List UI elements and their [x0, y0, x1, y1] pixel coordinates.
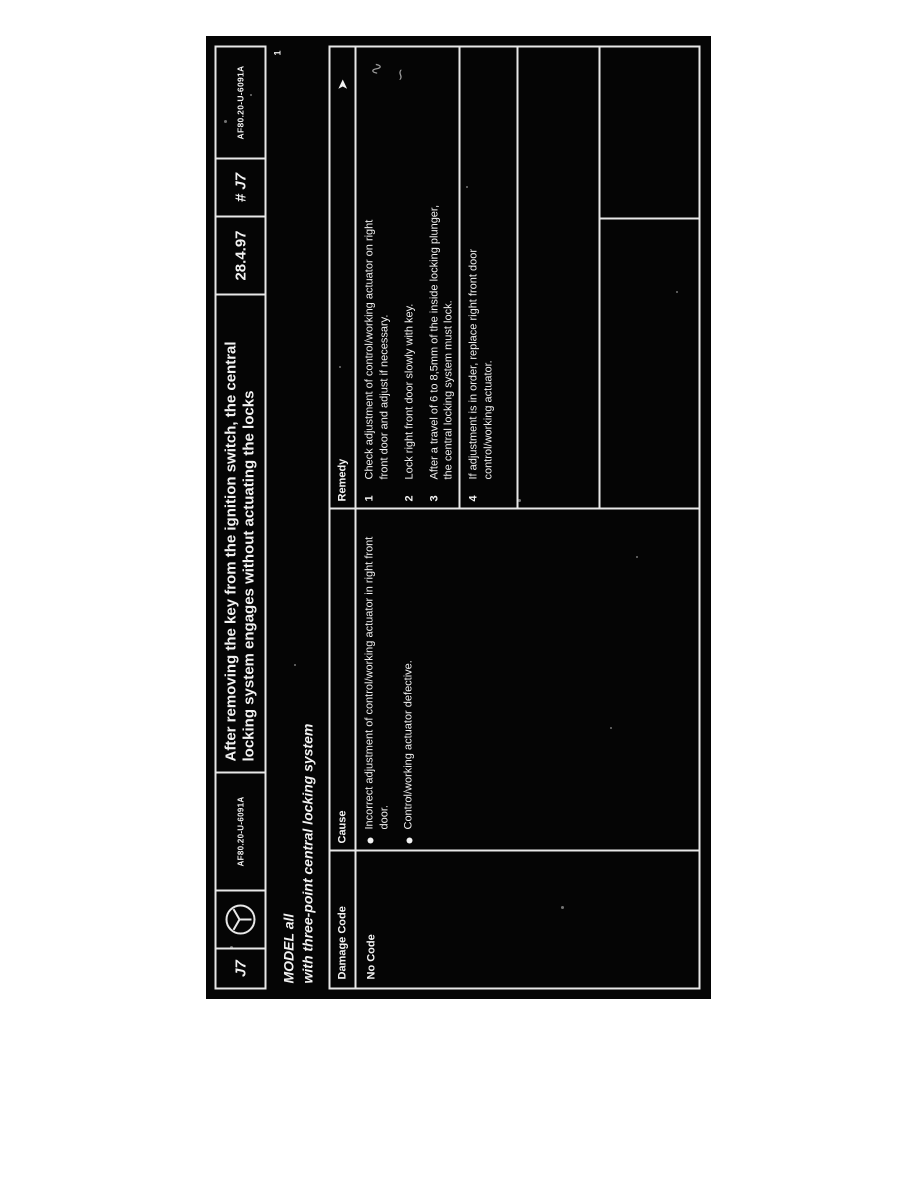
remedy-text: Check adjustment of control/working actuator on right front door and adjust if necessary. [363, 219, 390, 479]
remedy-text: Lock right front door slowly with key. [402, 303, 415, 479]
header-title: After removing the key from the ignition switch, the central locking system engages without actuating the locks [216, 293, 264, 771]
mercedes-star-icon [216, 889, 264, 947]
remedy-item [362, 201, 392, 501]
remedy-number: 3 [427, 494, 440, 501]
pointer-arrow-icon: ➤ [335, 78, 349, 89]
cell-cause [362, 523, 425, 843]
column-header-remedy: Remedy [336, 458, 348, 501]
remedy-text: After a travel of 6 to 8,5mm of the inside locking plunger, the central locking system must lock. [427, 204, 455, 479]
remedy-item [466, 201, 496, 501]
remedy-item [402, 201, 417, 501]
header-row-separator [354, 47, 356, 987]
scanned-page [206, 36, 711, 999]
column-separator [330, 507, 698, 509]
scan-artifact: ∽ [392, 67, 409, 81]
document-header [214, 45, 266, 989]
remedy-step-separator [598, 47, 600, 509]
remedy-text: If adjustment is in order, replace right front door control/working actuator. [467, 248, 495, 479]
cause-item: Incorrect adjustment of control/working actuator in right front door. [362, 523, 392, 843]
remedy-step-separator [516, 47, 518, 509]
remedy-number: 2 [402, 494, 415, 501]
column-header-cause: Cause [336, 809, 348, 843]
column-header-damage-code: Damage Code [336, 905, 348, 979]
model-line-2: with three-point central locking system [299, 723, 315, 983]
header-document-number-left: AF80.20-U-6091A [216, 771, 264, 889]
cell-damage-code: No Code [365, 933, 377, 979]
cell-remedy [362, 201, 506, 501]
remedy-item [427, 201, 457, 501]
remedy-inner-separator [598, 217, 698, 219]
rotated-document-content [206, 36, 711, 999]
header-page-ref: # J7 [216, 157, 264, 215]
model-line-1: MODEL all [280, 913, 296, 983]
page-number: 1 [272, 50, 282, 56]
fault-table [328, 45, 700, 989]
cause-item: Control/working actuator defective. [401, 523, 416, 843]
header-document-number-right: AF80.20-U-6091A [235, 65, 245, 139]
model-block [280, 723, 315, 983]
column-separator [330, 849, 698, 851]
header-date: 28.4.97 [216, 215, 264, 293]
scan-artifact: ∿ [368, 61, 385, 75]
remedy-number: 4 [467, 494, 480, 501]
remedy-number: 1 [363, 494, 375, 501]
header-code: J7 [216, 947, 264, 987]
